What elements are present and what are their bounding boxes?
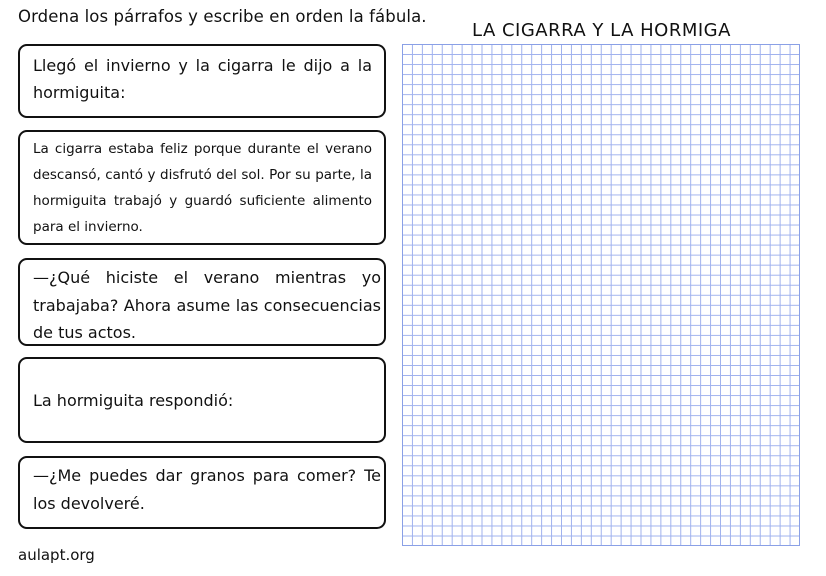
paragraph-box-1[interactable] <box>18 44 386 118</box>
paragraph-text-1: Llegó el invierno y la cigarra le dijo a la hormiguita: <box>33 56 372 102</box>
paragraph-text-2: La cigarra estaba feliz porque durante el verano descansó, cantó y disfrutó del sol. Por su parte, la hormiguita trabajó y guardó suficiente alimento para el invierno. <box>33 141 372 235</box>
paragraph-box-2[interactable] <box>18 130 386 245</box>
paragraph-box-5[interactable] <box>18 456 386 529</box>
instruction-text: Ordena los párrafos y escribe en orden la fábula. <box>18 7 427 26</box>
writing-grid[interactable] <box>402 44 800 546</box>
paragraph-text-4: La hormiguita respondió: <box>33 390 234 410</box>
paragraph-text-3: —¿Qué hiciste el verano mientras yo trabajaba? Ahora asume las consecuencias de tus actos. <box>33 268 381 342</box>
fable-title: LA CIGARRA Y LA HORMIGA <box>472 20 731 41</box>
paragraph-box-4[interactable] <box>18 357 386 443</box>
paragraph-box-3[interactable] <box>18 258 386 346</box>
footer-source: aulapt.org <box>18 546 95 564</box>
paragraph-text-5: —¿Me puedes dar granos para comer? Te los devolveré. <box>33 466 381 513</box>
